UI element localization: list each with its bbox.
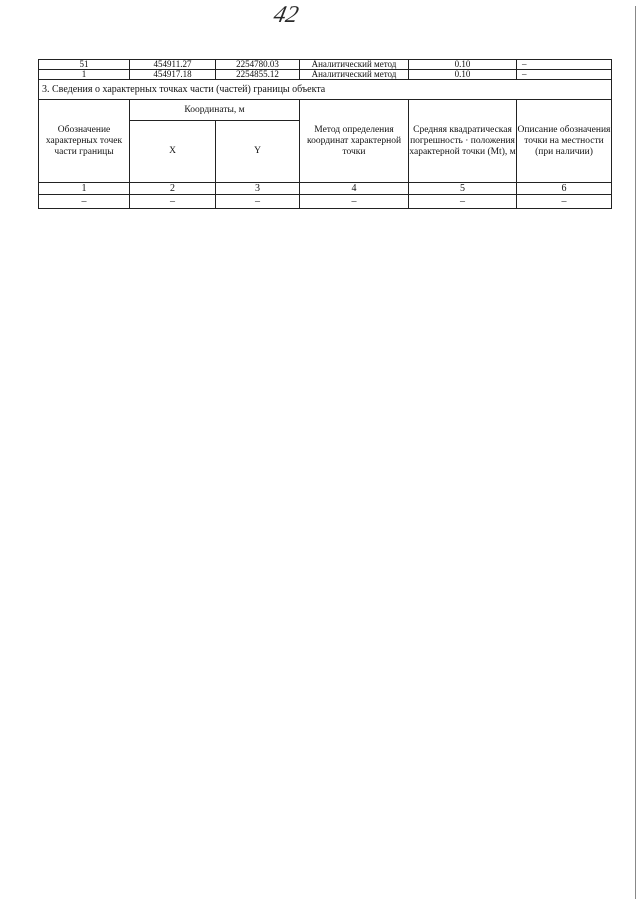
point-number: 51 xyxy=(39,60,130,70)
coord-x: 454911.27 xyxy=(130,60,216,70)
column-number: 2 xyxy=(130,183,216,195)
column-number: 4 xyxy=(300,183,409,195)
empty-cell: – xyxy=(39,195,130,209)
empty-cell: – xyxy=(300,195,409,209)
header-y: Y xyxy=(216,121,300,183)
page-number: 42 xyxy=(271,2,301,28)
method: Аналитический метод xyxy=(300,70,409,80)
precision: 0.10 xyxy=(409,70,517,80)
table-row xyxy=(39,60,612,70)
empty-cell: – xyxy=(409,195,517,209)
coord-y: 2254780.03 xyxy=(216,60,300,70)
header-designation: Обозначение характерных точек части границы xyxy=(39,100,130,183)
table-row xyxy=(39,195,612,209)
column-number: 3 xyxy=(216,183,300,195)
header-description: Описание обозначения точки на местности (при наличии) xyxy=(517,100,612,183)
section-title: 3. Сведения о характерных точках части (частей) границы объекта xyxy=(39,80,612,100)
coord-x: 454917.18 xyxy=(130,70,216,80)
section3-table xyxy=(38,79,612,209)
header-coordinates: Координаты, м xyxy=(130,100,300,121)
empty-cell: – xyxy=(130,195,216,209)
column-number: 6 xyxy=(517,183,612,195)
continued-points-table xyxy=(38,59,612,80)
empty-cell: – xyxy=(216,195,300,209)
empty-cell: – xyxy=(517,195,612,209)
header-precision: Средняя квадратическая погрешность · положения характерной точки (Mt), м xyxy=(409,100,517,183)
column-number-row xyxy=(39,183,612,195)
page-edge-line xyxy=(635,6,636,899)
method: Аналитический метод xyxy=(300,60,409,70)
description: – xyxy=(517,70,612,80)
precision: 0.10 xyxy=(409,60,517,70)
header-method: Метод определения координат характерной точки xyxy=(300,100,409,183)
table-row xyxy=(39,70,612,80)
column-number: 5 xyxy=(409,183,517,195)
coord-y: 2254855.12 xyxy=(216,70,300,80)
header-x: X xyxy=(130,121,216,183)
description: – xyxy=(517,60,612,70)
column-number: 1 xyxy=(39,183,130,195)
point-number: 1 xyxy=(39,70,130,80)
